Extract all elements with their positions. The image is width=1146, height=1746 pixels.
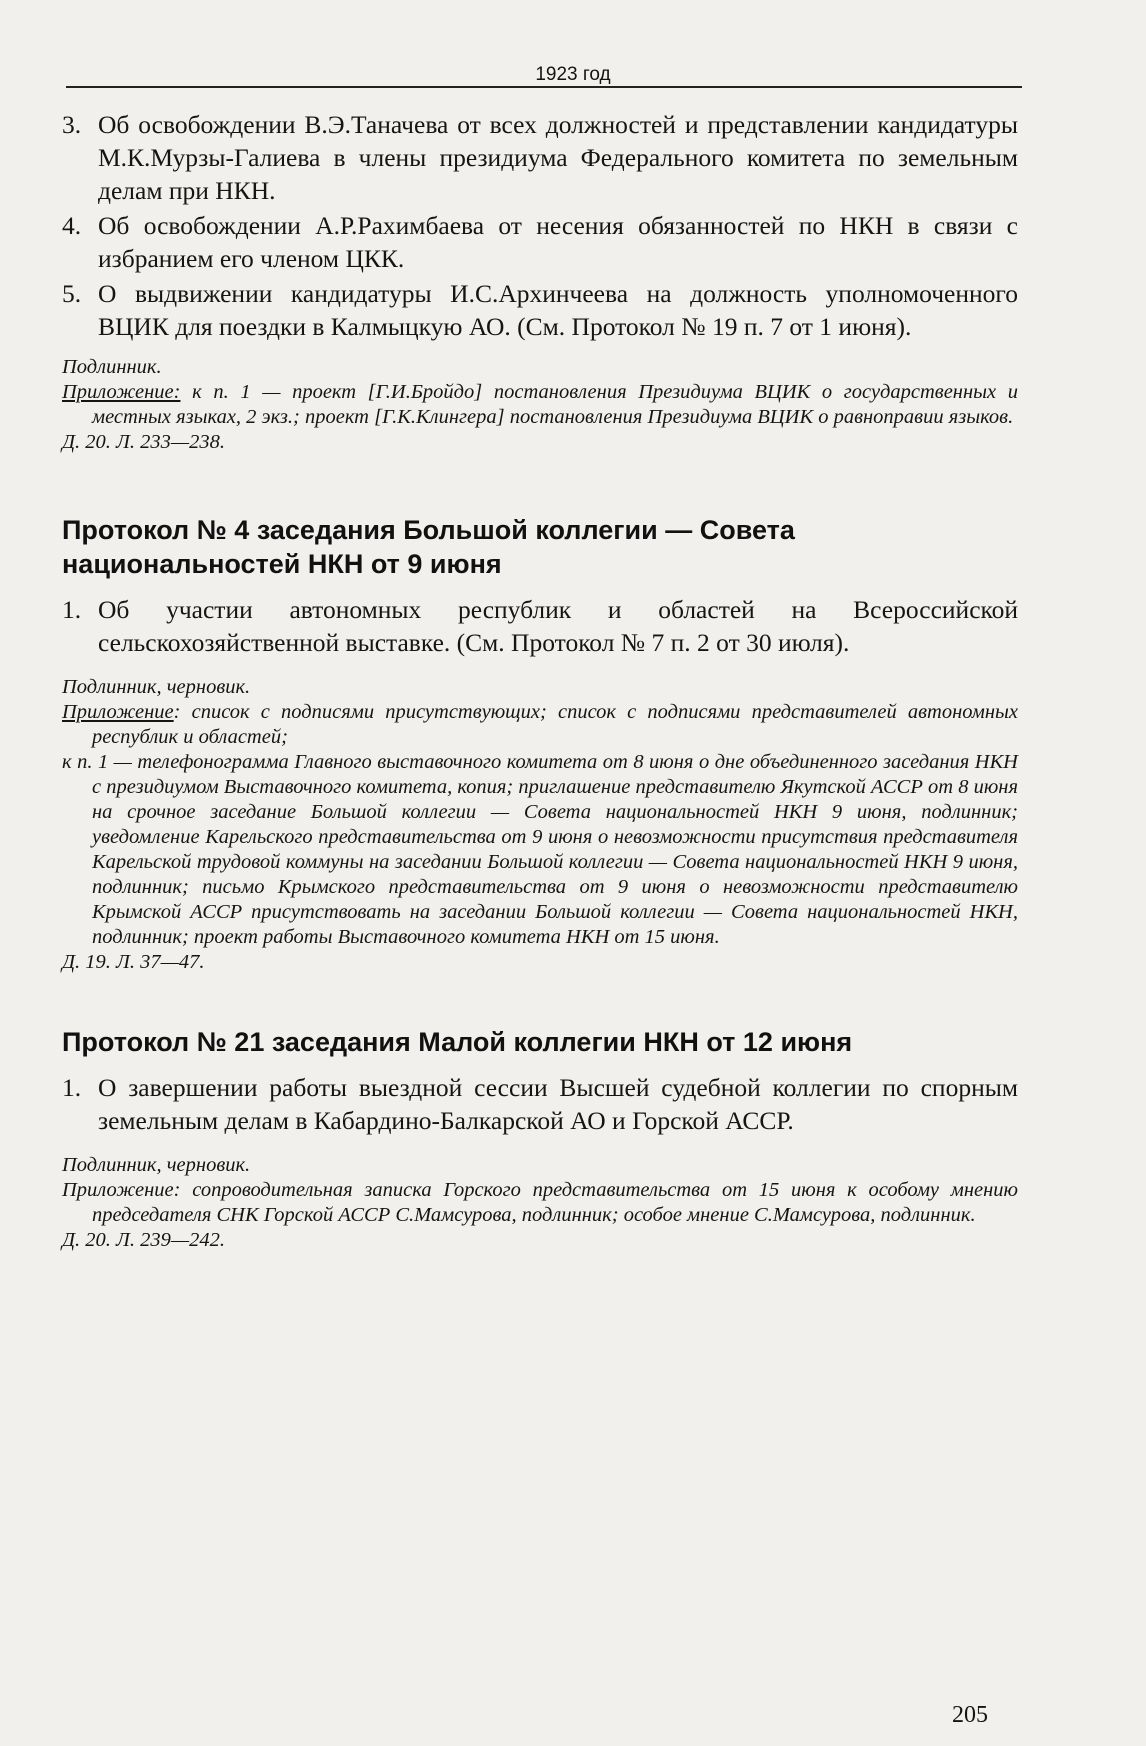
archive-reference: Д. 19. Л. 37—47. (62, 951, 205, 973)
archival-notes (62, 1153, 1018, 1253)
section-heading: Протокол № 21 заседания Малой коллегии НКН от 12 июня (62, 1027, 853, 1057)
item-text: Об освобождении А.Р.Рахимбаева от несения обязанностей по НКН в связи с избранием его членом ЦКК. (98, 211, 1018, 273)
item-text: О завершении работы выездной сессии Высшей судебной коллегии по спорным земельным делам в Кабардино-Балкарской АО и Горской АССР. (98, 1073, 1018, 1135)
appendix-note: Приложение: сопроводительная записка Горского представительства от 15 июня к особому мнению председателя СНК Горской АССР С.Мамсурова, подлинник; особое мнение С.Мамсурова, подлинник. (62, 1179, 1018, 1226)
item-number: 1. (62, 1073, 82, 1102)
protocol-continuation (62, 108, 1018, 455)
agenda-item (62, 209, 1018, 275)
section-heading: Протокол № 4 заседания Большой коллегии — Совета национальностей НКН от 9 июня (62, 515, 795, 579)
archival-notes (62, 355, 1018, 455)
page-content (62, 108, 1018, 1253)
header-rule (66, 86, 1022, 88)
document-status: Подлинник, черновик. (62, 1154, 251, 1176)
page-number: 205 (952, 1702, 988, 1728)
agenda-list (62, 108, 1018, 343)
appendix-note-item-1: к п. 1 — телефонограмма Главного выставочного комитета от 8 июня о дне объединенного заседания НКН с президиумом Выставочного комитета, копия; приглашение представителю Якутской АССР от 8 июня на срочное заседание Большой коллегии — Совета национальностей НКН 9 июня, подлинник; уведомление Карельского представительства от 9 июня о невозможности присутствия представителя Карельской трудовой коммуны на заседании Большой коллегии — Совета национальностей НКН 9 июня, подлинник; письмо Крымского представительства от 9 июня о невозможности представителю Крымской АССР присутствовать на заседании Большой коллегии — Совета национальностей НКН, подлинник; проект работы Выставочного комитета НКН от 15 июня. (62, 751, 1018, 948)
appendix-note (62, 380, 1018, 430)
agenda-list (62, 1071, 1018, 1137)
archive-reference: Д. 20. Л. 233—238. (62, 431, 226, 453)
agenda-list (62, 593, 1018, 659)
appendix-label: Приложение: (62, 381, 181, 403)
agenda-item (62, 108, 1018, 207)
appendix-note (62, 700, 1018, 750)
item-number: 3. (62, 110, 82, 139)
archival-notes (62, 675, 1018, 975)
appendix-text: к п. 1 — проект [Г.И.Бройдо] постановления Президиума ВЦИК о государственных и местных языках, 2 экз.; проект [Г.К.Клингера] постановления Президиума ВЦИК о равноправии языков. (92, 381, 1018, 428)
item-number: 1. (62, 595, 82, 624)
appendix-label: Приложение (62, 701, 174, 723)
agenda-item (62, 593, 1018, 659)
protocol-21 (62, 1025, 1018, 1253)
item-number: 5. (62, 279, 82, 308)
document-status: Подлинник. (62, 356, 162, 378)
item-text: Об участии автономных республик и областей на Всероссийской сельскохозяйственной выставке. (См. Протокол № 7 п. 2 от 30 июля). (98, 595, 1018, 657)
agenda-item (62, 277, 1018, 343)
item-number: 4. (62, 211, 82, 240)
appendix-text: : список с подписями присутствующих; список с подписями представителей автономных республик и областей; (92, 701, 1018, 748)
item-text: О выдвижении кандидатуры И.С.Архинчеева на должность уполномоченного ВЦИК для поездки в Калмыцкую АО. (См. Протокол № 19 п. 7 от 1 июня). (98, 279, 1018, 341)
archive-reference: Д. 20. Л. 239—242. (62, 1229, 226, 1251)
running-header: 1923 год (535, 64, 611, 85)
item-text: Об освобождении В.Э.Таначева от всех должностей и представлении кандидатуры М.К.Мурзы-Галиева в члены президиума Федерального комитета по земельным делам при НКН. (98, 110, 1018, 205)
protocol-4 (62, 513, 1018, 975)
document-status: Подлинник, черновик. (62, 676, 251, 698)
agenda-item (62, 1071, 1018, 1137)
